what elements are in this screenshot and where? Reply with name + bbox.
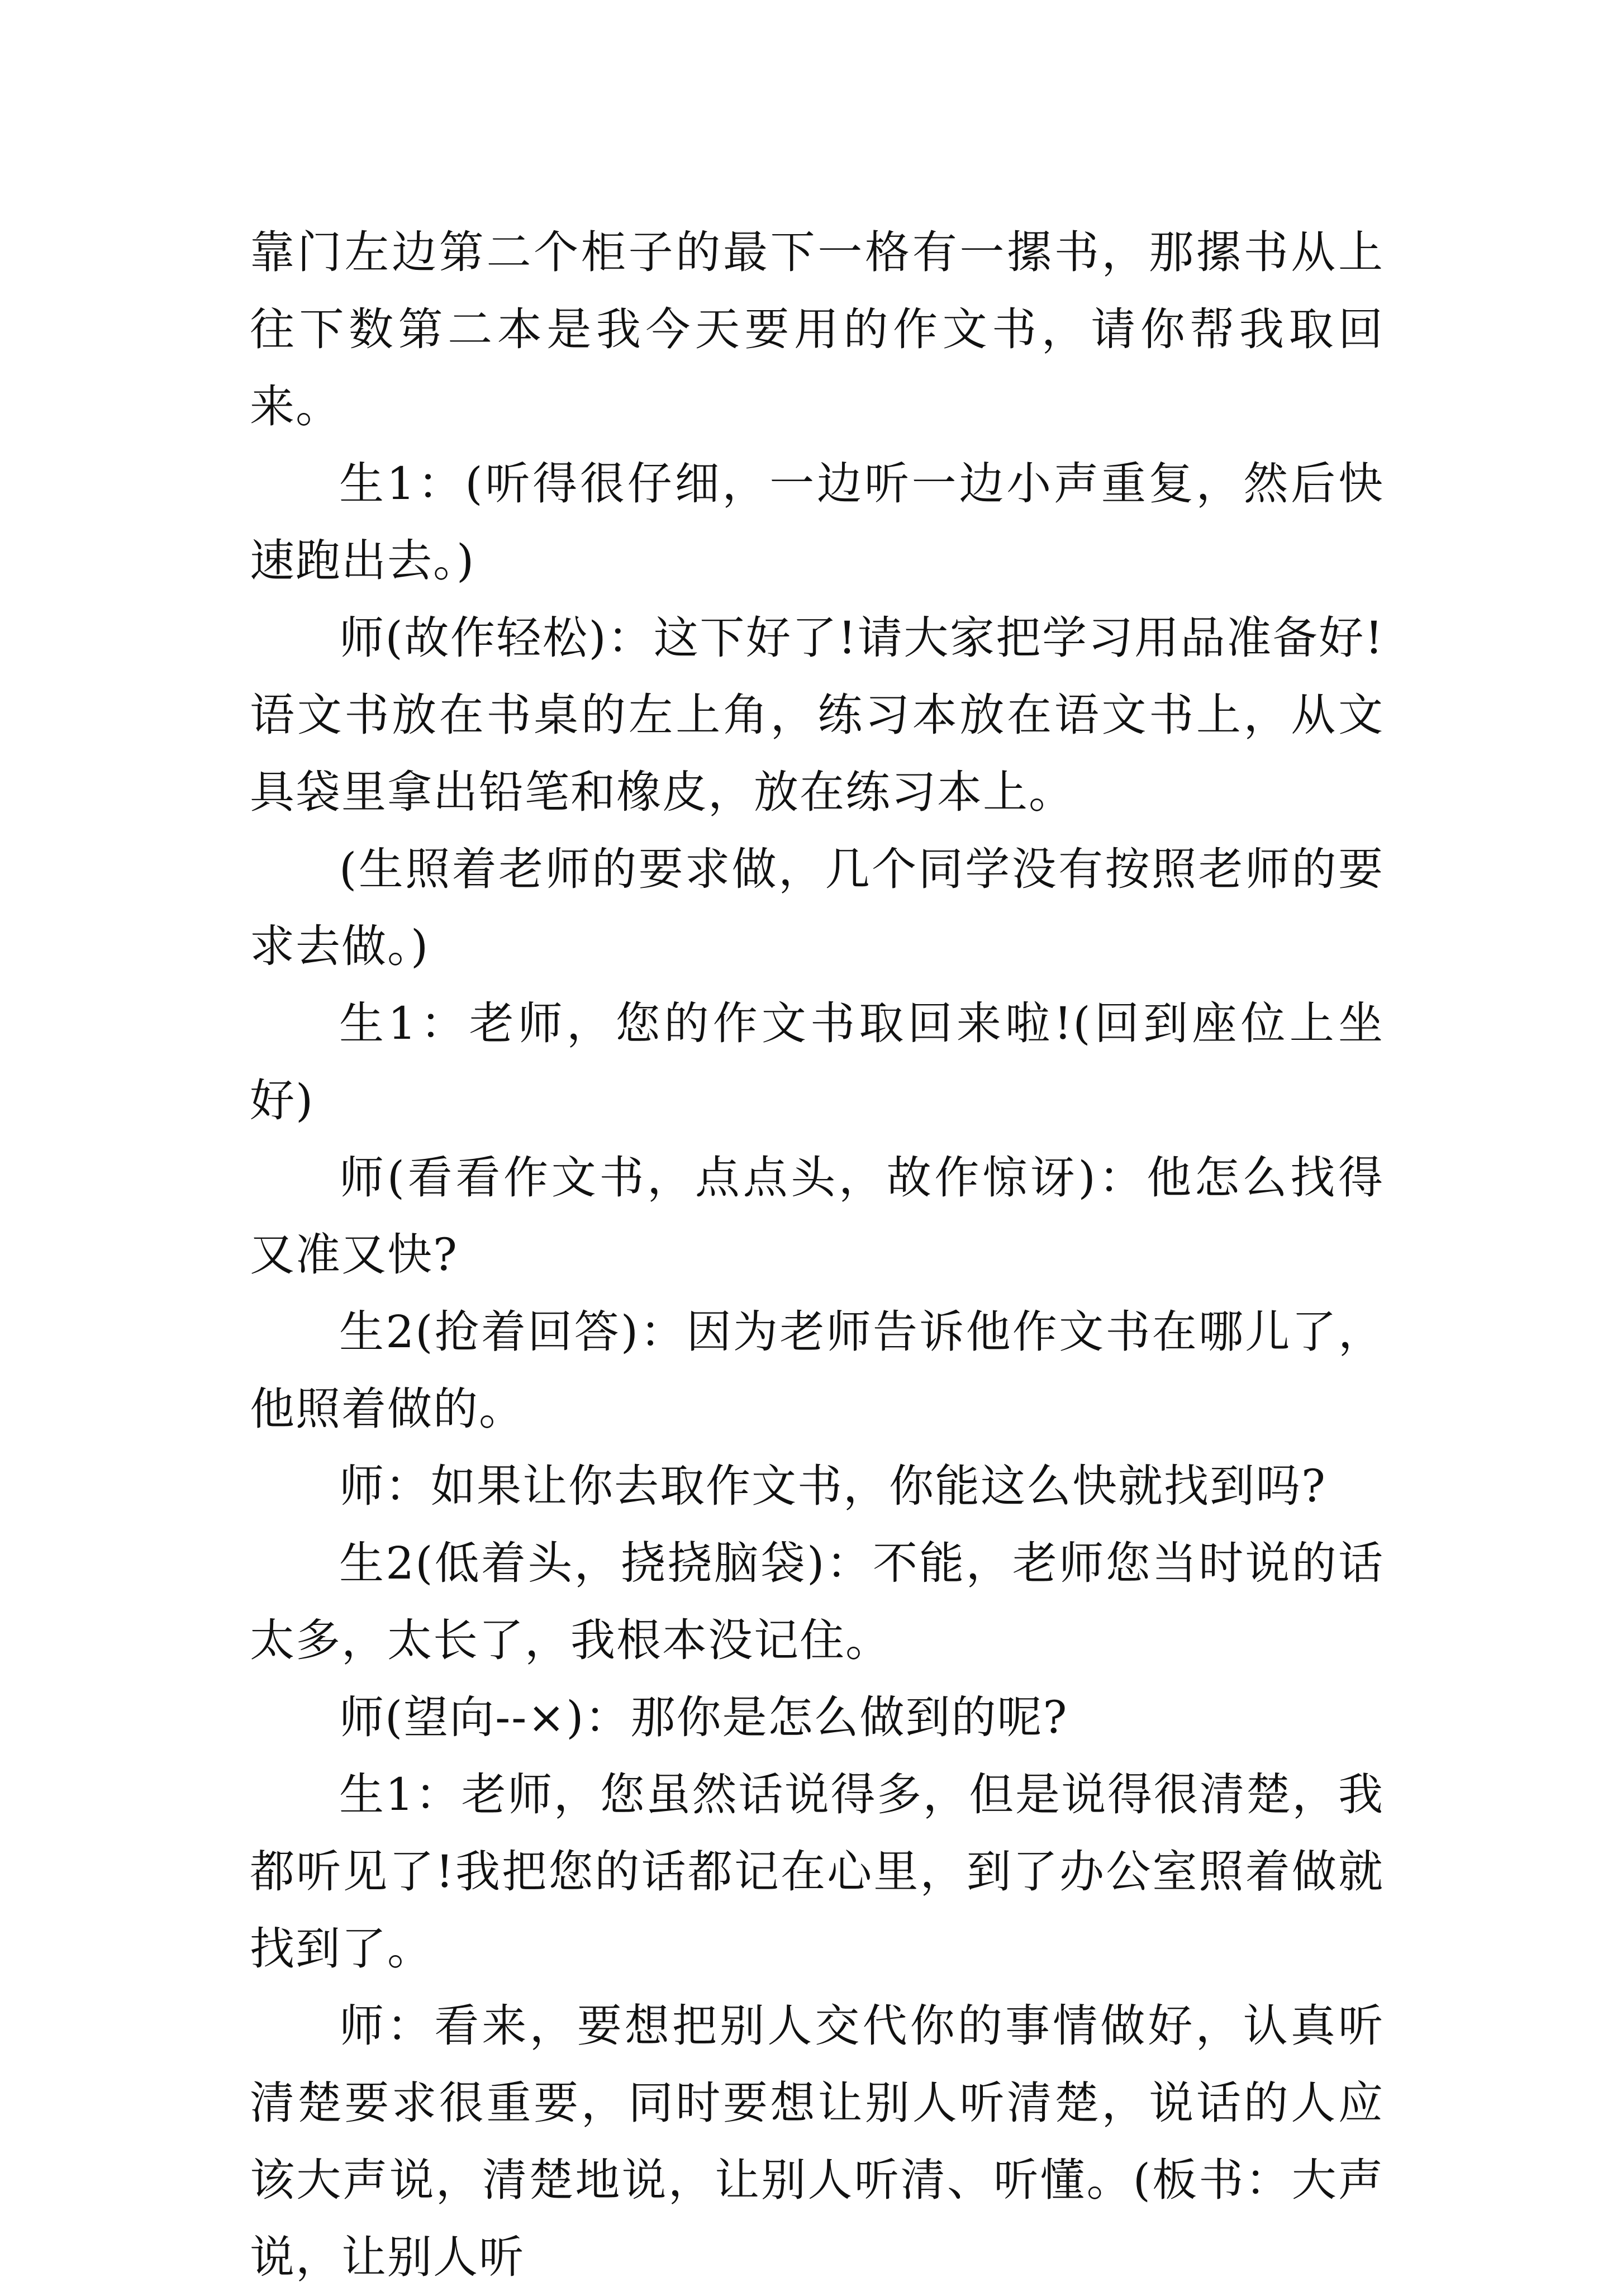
paragraph-2: 生1：(听得很仔细，一边听一边小声重复，然后快速跑出去。) — [250, 458, 1384, 587]
paragraph-6: 师(看看作文书，点点头，故作惊讶)：他怎么找得又准又快? — [250, 1152, 1384, 1281]
paragraph-8: 师：如果让你去取作文书，你能这么快就找到吗? — [339, 1460, 1326, 1512]
paragraph-12: 师：看来，要想把别人交代你的事情做好，认真听清楚要求很重要，同时要想让别人听清楚，说话的人应该大声说，清楚地说，让别人听清、听懂。(板书：大声说，让别人听 — [250, 2000, 1384, 2283]
paragraph-11: 生1：老师，您虽然话说得多，但是说得很清楚，我都听见了!我把您的话都记在心里，到了办公室照着做就找到了。 — [250, 1769, 1384, 1975]
paragraph-7: 生2(抢着回答)：因为老师告诉他作文书在哪儿了，他照着做的。 — [250, 1306, 1384, 1435]
paragraph-10: 师(望向--×)：那你是怎么做到的呢? — [339, 1691, 1068, 1743]
paragraph-1: 靠门左边第二个柜子的最下一格有一摞书，那摞书从上往下数第二本是我今天要用的作文书，请你帮我取回来。 — [250, 226, 1384, 432]
paragraph-3: 师(故作轻松)：这下好了!请大家把学习用品准备好!语文书放在书桌的左上角，练习本放在语文书上，从文具袋里拿出铅笔和橡皮，放在练习本上。 — [250, 612, 1384, 818]
paragraph-5: 生1：老师，您的作文书取回来啦!(回到座位上坐好) — [250, 997, 1384, 1126]
paragraph-4: (生照着老师的要求做，几个同学没有按照老师的要求去做。) — [250, 843, 1384, 972]
paragraph-9: 生2(低着头，挠挠脑袋)：不能，老师您当时说的话太多，太长了，我根本没记住。 — [250, 1537, 1384, 1666]
document-body — [250, 214, 1384, 2296]
